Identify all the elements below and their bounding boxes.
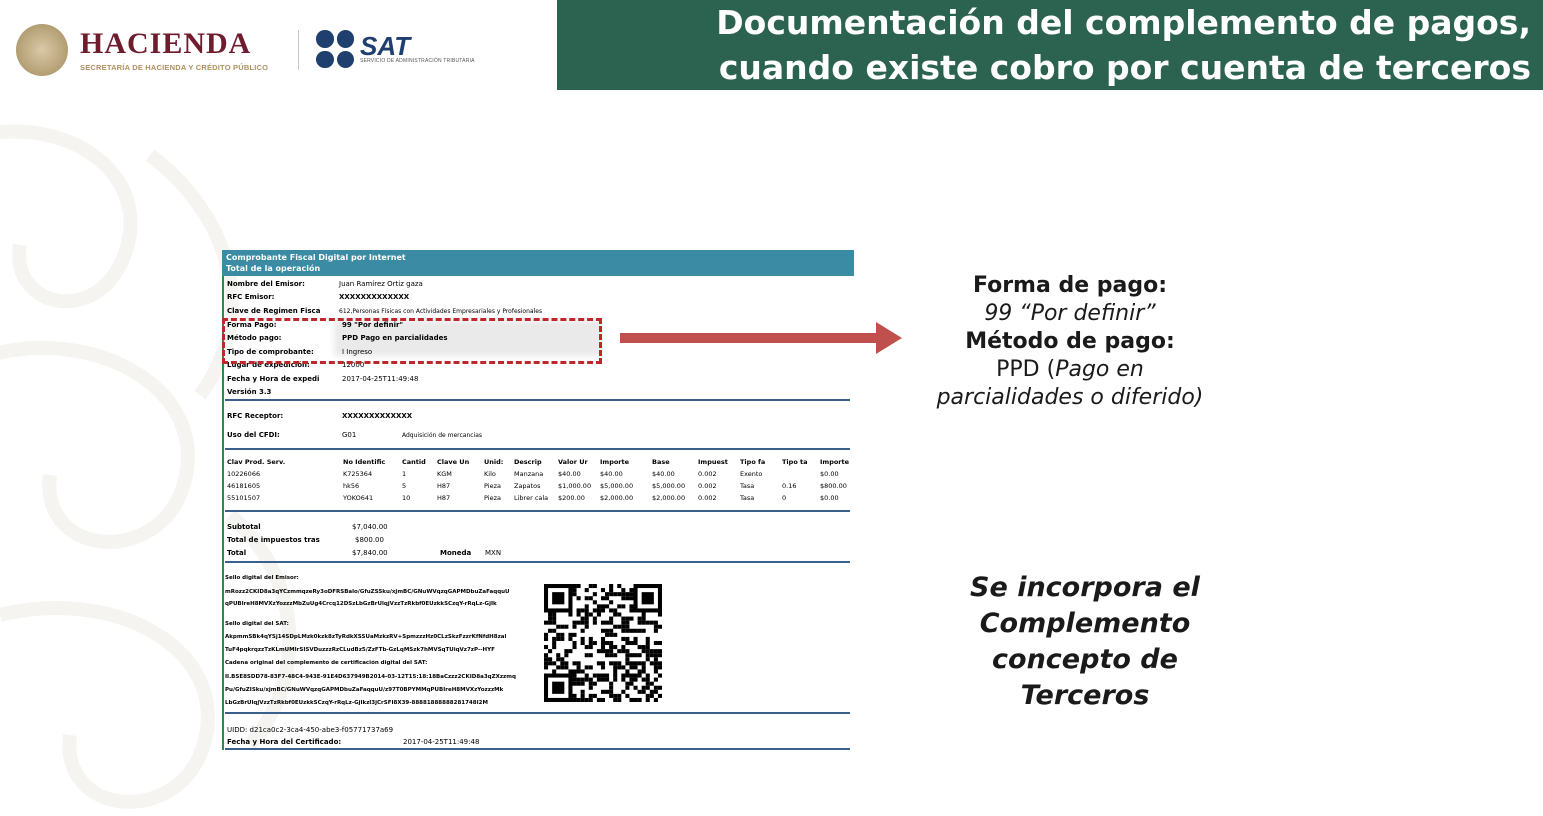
table-cell: Exento [740,470,763,478]
receptor-rfc-row: RFC Receptor: XXXXXXXXXXXXX [227,412,413,420]
table-cell: 1 [402,470,407,478]
metodo-pago-value: PPD (Pago en [996,357,1144,382]
table-header-cell: Importe [600,458,630,466]
slide-title-line-1: Documentación del complemento de pagos, [716,3,1531,42]
table-cell: YOKO641 [343,494,374,502]
emisor-row: Lugar de expedición: 12000 [227,361,365,369]
emisor-row-forma-pago: Forma Pago: 99 "Por definir" [227,321,404,329]
emisor-row: Clave de Regimen Fisca 612,Personas Físicas con Actividades Empresariales y Profesionales [227,307,543,315]
table-cell: 10 [402,494,411,502]
table-cell: 5 [402,482,407,490]
sat-title: SAT [360,31,411,61]
table-cell: Tasa [740,482,755,490]
table-cell: $40.00 [558,470,581,478]
table-cell: $1,000.00 [558,482,592,490]
emisor-row: Nombre del Emisor: Juan Ramírez Ortiz gaza [227,280,423,288]
logo-divider [298,30,299,70]
totals-row: Subtotal $7,040.00 [227,523,388,531]
emisor-row: RFC Emisor: XXXXXXXXXXXXX [227,293,410,301]
table-header-cell: Valor Ur [558,458,588,466]
complemento-note-line: concepto de [992,644,1178,675]
table-cell: K725364 [343,470,373,478]
metodo-pago-label: Método de pago: [965,329,1175,354]
section-divider [225,561,850,563]
table-cell: Librer cala [514,494,549,502]
hacienda-title: HACIENDA [80,26,252,60]
cadena-original-line: LbGzBrUlqjVzzTzRkbf0EUzkkSCzqY-rRqLz-GjIkzl3jCrSFI8X39-88881888888281748I2M [225,700,488,706]
table-header-cell: Importe [820,458,850,466]
section-divider [225,712,850,714]
totals-row: Total de impuestos tras $800.00 [227,536,384,544]
table-header-cell: No Identific [343,458,386,466]
table-cell: 0.002 [698,482,717,490]
table-cell: hk56 [343,482,360,490]
receptor-uso-row: Uso del CFDI: G01 Adquisición de mercancias [227,431,483,439]
section-divider [225,448,850,450]
emisor-row: Versión 3.3 [227,388,272,396]
invoice-header [222,250,854,276]
table-cell: 0.002 [698,494,717,502]
forma-pago-label: Forma de pago: [972,273,1168,298]
hacienda-subtitle: SECRETARÍA DE HACIENDA Y CRÉDITO PÚBLICO [80,62,269,72]
table-cell: $5,000.00 [652,482,686,490]
sello-sat-label: Sello digital del SAT: [225,621,289,627]
table-cell: $2,000.00 [652,494,686,502]
hacienda-logo [16,24,268,76]
table-cell: 0.16 [782,482,797,490]
cadena-original-line: Pu/GfuZISku/xjmBC/GNuWVqzqGAPMDbuZaFaqquU/z97T0BPYMMqPUBIreH8MVXzYozzzMk [225,687,504,693]
national-seal-icon [16,24,68,76]
table-cell: Pieza [484,494,501,502]
payment-fields-highlight-box [222,318,602,364]
table-cell: Zapatos [514,482,541,490]
section-divider [225,748,850,750]
table-cell: Manzana [514,470,544,478]
slide-title-banner [557,0,1543,90]
table-cell: 55101507 [227,494,261,502]
table-header-cell: Descrip [514,458,542,466]
table-header-cell: Clav Prod. Serv. [227,458,286,466]
emisor-row: Fecha y Hora de expedi 2017-04-25T11:49:48 [227,375,419,383]
sat-subtitle: SERVICIO DE ADMINISTRACIÓN TRIBUTARIA [360,58,475,64]
table-cell: 0.002 [698,470,717,478]
sello-sat-line: AkpmmSBk4qYSj14SDpLMzk0kzk8zTyRdkXSSUaMzkzRV+SpmzzzHz0CLzSkzFzzrKfNfdH8zal [225,634,507,640]
sello-emisor-line: qPUBIreH8MVXzYozzzMbZuUg4Crcq12DSzLbGzBrUlqjVzzTzRkbf0EUzkkSCzqY-rRqLz-GjIk [225,601,497,607]
complemento-note-line: Terceros [1020,680,1150,711]
emisor-row-metodo-pago: Método pago: PPD Pago en parcialidades [227,334,448,342]
table-header-cell: Tipo fa [740,458,766,466]
table-cell: H87 [437,482,451,490]
table-cell: $5,000.00 [600,482,634,490]
qr-code-image [544,584,662,702]
table-cell: Tasa [740,494,755,502]
table-header-cell: Tipo ta [782,458,808,466]
emisor-row-tipo-comprobante: Tipo de comprobante: I Ingreso [227,348,373,356]
sello-sat-line: TuF4pqkrqzzTzKLmUMIrSISVDuzzzRzCLudBz5/ZzFTb-GzLqMSzk7hMVSqTUiqVz7zP--HYF [225,647,495,653]
section-divider [225,399,850,401]
table-cell: $40.00 [652,470,675,478]
forma-pago-value: 99 “Por definir” [984,301,1156,326]
table-cell: Kilo [484,470,496,478]
uuid-row: UIDD: d21ca0c2-3ca4-450-abe3-f05771737a69 [227,726,394,734]
table-cell: H87 [437,494,451,502]
complemento-note-line: Complemento [979,608,1191,639]
sello-emisor-label: Sello digital del Emisor: [225,575,299,581]
table-cell: $0.00 [820,470,839,478]
table-header-cell: Cantid [402,458,426,466]
sello-emisor-line: mRozz2CKID8a3qYCzmmqzeRy3oDFRSBalo/GfuZSSku/xjmBC/GNuWVqzqGAPMDbuZaFaqquU [225,589,510,595]
table-cell: $2,000.00 [600,494,634,502]
table-cell: $0.00 [820,494,839,502]
invoice-header-line-1: Comprobante Fiscal Digital por Internet [226,253,406,262]
table-header-cell: Clave Un [437,458,470,466]
cadena-original-label: Cadena original del complemento de certificación digital del SAT: [225,660,428,666]
table-cell: $40.00 [600,470,623,478]
sat-dots-icon [316,30,354,68]
table-cell: KGM [437,470,452,478]
section-divider [225,510,850,512]
invoice-header-line-2: Total de la operación [226,264,321,273]
slide-title-line-2: cuando existe cobro por cuenta de terceros [718,48,1531,87]
complemento-terceros-note [945,570,1225,714]
table-cell: 0 [782,494,787,502]
table-header-cell: Unid: [484,458,504,466]
complemento-note-line: Se incorpora el [970,572,1200,603]
table-header-cell: Impuest [698,458,728,466]
sat-logo [316,30,475,68]
cadena-original-line: II.BSE8SDD78-83F7-48C4-943E-91E4D637949B2014-03-12T15:18:18BaCzzz2CKID8a3qZXzzmq [225,674,516,680]
table-cell: $800.00 [820,482,847,490]
payment-notes [920,272,1220,412]
table-header-cell: Base [652,458,670,466]
fecha-certificado-row: Fecha y Hora del Certificado: 2017-04-25T11:49:48 [227,738,480,746]
totals-row: Total $7,840.00 Moneda MXN [227,549,502,557]
concepts-table [222,458,854,508]
table-cell: 10226066 [227,470,261,478]
table-cell: Pieza [484,482,501,490]
table-cell: $200.00 [558,494,585,502]
metodo-pago-value-cont: parcialidades o diferido) [936,385,1204,410]
table-cell: 46181605 [227,482,261,490]
right-arrow-icon [620,322,902,354]
